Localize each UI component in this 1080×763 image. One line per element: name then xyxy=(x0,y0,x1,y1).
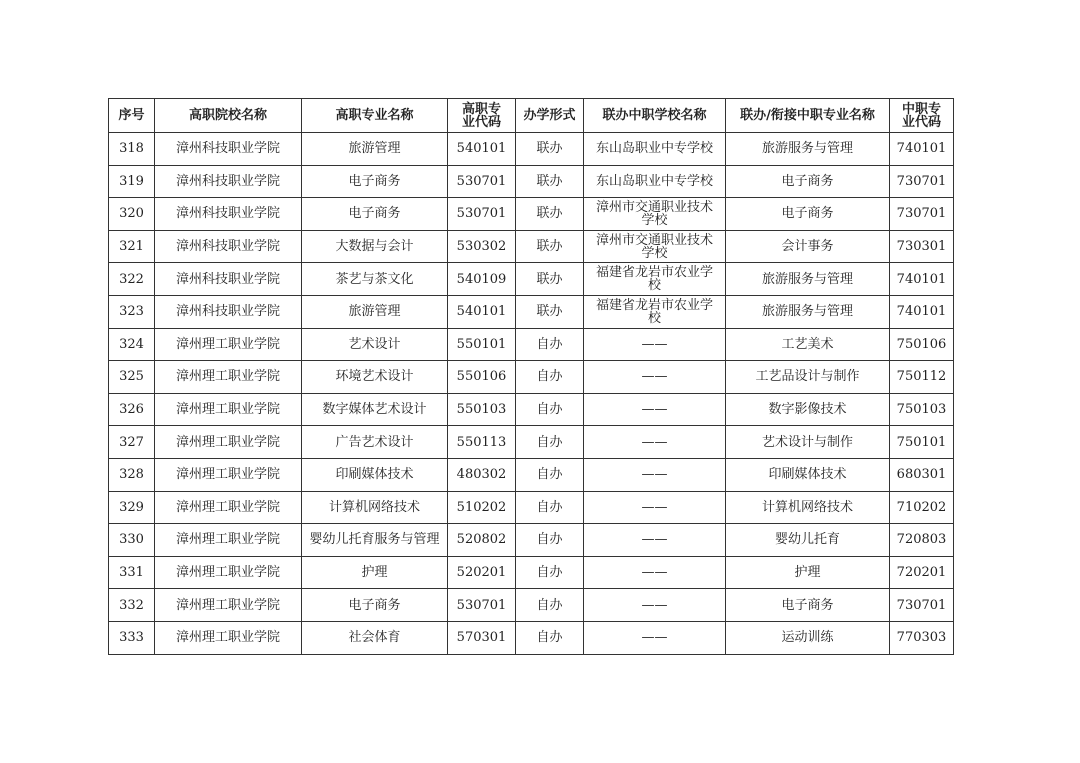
cell-school: 漳州理工职业学院 xyxy=(155,621,302,654)
cell-major: 茶艺与茶文化 xyxy=(302,263,448,296)
cell-form: 自办 xyxy=(516,491,584,524)
cell-school: 漳州理工职业学院 xyxy=(155,393,302,426)
table-row xyxy=(109,621,954,654)
cell-code: 530302 xyxy=(448,230,516,263)
cell-form: 自办 xyxy=(516,556,584,589)
cell-school: 漳州理工职业学院 xyxy=(155,589,302,622)
table-row xyxy=(109,524,954,557)
cell-no: 324 xyxy=(109,328,155,361)
cell-school: 漳州科技职业学院 xyxy=(155,198,302,231)
cell-no: 325 xyxy=(109,361,155,394)
cell-zcode: 750103 xyxy=(890,393,954,426)
cell-major: 电子商务 xyxy=(302,589,448,622)
cell-code: 550106 xyxy=(448,361,516,394)
table-body xyxy=(109,133,954,655)
partner-line: 漳州市交通职业技术 xyxy=(595,199,713,215)
cell-zcode: 750101 xyxy=(890,426,954,459)
table-row xyxy=(109,361,954,394)
cell-school: 漳州理工职业学院 xyxy=(155,328,302,361)
cell-major: 社会体育 xyxy=(302,621,448,654)
partner-line: —— xyxy=(641,402,668,418)
cell-no: 322 xyxy=(109,263,155,296)
cell-major: 电子商务 xyxy=(302,198,448,231)
cell-form: 联办 xyxy=(516,165,584,198)
cell-form: 联办 xyxy=(516,198,584,231)
cell-zmajor: 电子商务 xyxy=(726,165,890,198)
cell-school: 漳州科技职业学院 xyxy=(155,133,302,166)
cell-zmajor: 护理 xyxy=(726,556,890,589)
cell-major: 计算机网络技术 xyxy=(302,491,448,524)
cell-form: 联办 xyxy=(516,263,584,296)
partner-line: 东山岛职业中专学校 xyxy=(595,141,713,157)
cell-school: 漳州科技职业学院 xyxy=(155,295,302,328)
cell-form: 联办 xyxy=(516,230,584,263)
partner-line: —— xyxy=(641,369,668,385)
cell-code: 570301 xyxy=(448,621,516,654)
cell-no: 327 xyxy=(109,426,155,459)
cell-school: 漳州理工职业学院 xyxy=(155,556,302,589)
cell-major: 广告艺术设计 xyxy=(302,426,448,459)
table-row xyxy=(109,263,954,296)
cell-no: 318 xyxy=(109,133,155,166)
partner-line: —— xyxy=(641,434,668,450)
cell-code: 520201 xyxy=(448,556,516,589)
cell-zcode: 750106 xyxy=(890,328,954,361)
cell-zmajor: 艺术设计与制作 xyxy=(726,426,890,459)
cell-school: 漳州理工职业学院 xyxy=(155,524,302,557)
cell-no: 323 xyxy=(109,295,155,328)
cell-form: 联办 xyxy=(516,133,584,166)
cell-partner xyxy=(584,621,726,654)
cell-major: 印刷媒体技术 xyxy=(302,458,448,491)
partner-line: —— xyxy=(641,565,668,581)
cell-partner xyxy=(584,458,726,491)
cell-no: 320 xyxy=(109,198,155,231)
cell-zcode: 730701 xyxy=(890,165,954,198)
cell-partner xyxy=(584,328,726,361)
cell-partner xyxy=(584,589,726,622)
header-form: 办学形式 xyxy=(516,99,584,133)
cell-partner xyxy=(584,165,726,198)
partner-line: —— xyxy=(641,499,668,515)
cell-partner xyxy=(584,230,726,263)
cell-form: 自办 xyxy=(516,589,584,622)
cell-zcode: 710202 xyxy=(890,491,954,524)
cell-no: 326 xyxy=(109,393,155,426)
cell-form: 自办 xyxy=(516,621,584,654)
cell-zcode: 680301 xyxy=(890,458,954,491)
cell-code: 520802 xyxy=(448,524,516,557)
partner-line: 福建省龙岩市农业学 xyxy=(595,297,713,313)
cell-school: 漳州科技职业学院 xyxy=(155,230,302,263)
enrollment-table xyxy=(108,98,954,655)
partner-line: —— xyxy=(641,532,668,548)
cell-major: 电子商务 xyxy=(302,165,448,198)
cell-zmajor: 电子商务 xyxy=(726,198,890,231)
cell-major: 旅游管理 xyxy=(302,295,448,328)
header-no: 序号 xyxy=(109,99,155,133)
cell-code: 480302 xyxy=(448,458,516,491)
header-zcode xyxy=(890,99,954,133)
cell-partner xyxy=(584,524,726,557)
table-row xyxy=(109,458,954,491)
header-zmajor: 联办/衔接中职专业名称 xyxy=(726,99,890,133)
cell-no: 332 xyxy=(109,589,155,622)
table-row xyxy=(109,393,954,426)
table-row xyxy=(109,589,954,622)
partner-line: 学校 xyxy=(641,212,668,228)
cell-school: 漳州理工职业学院 xyxy=(155,491,302,524)
cell-zmajor: 电子商务 xyxy=(726,589,890,622)
cell-zcode: 730701 xyxy=(890,198,954,231)
cell-code: 510202 xyxy=(448,491,516,524)
cell-partner xyxy=(584,393,726,426)
partner-line: 福建省龙岩市农业学 xyxy=(595,265,713,281)
cell-form: 自办 xyxy=(516,524,584,557)
table-row xyxy=(109,556,954,589)
cell-code: 550101 xyxy=(448,328,516,361)
cell-code: 530701 xyxy=(448,589,516,622)
table-row xyxy=(109,165,954,198)
table-header-row xyxy=(109,99,954,133)
table-row xyxy=(109,295,954,328)
header-major: 高职专业名称 xyxy=(302,99,448,133)
cell-zmajor: 工艺品设计与制作 xyxy=(726,361,890,394)
cell-form: 自办 xyxy=(516,458,584,491)
partner-line: 校 xyxy=(647,310,661,326)
table-row xyxy=(109,328,954,361)
cell-code: 530701 xyxy=(448,198,516,231)
cell-code: 550103 xyxy=(448,393,516,426)
cell-zmajor: 婴幼儿托育 xyxy=(726,524,890,557)
cell-major: 护理 xyxy=(302,556,448,589)
partner-line: —— xyxy=(641,336,668,352)
cell-code: 540109 xyxy=(448,263,516,296)
cell-no: 331 xyxy=(109,556,155,589)
cell-no: 321 xyxy=(109,230,155,263)
cell-zmajor: 会计事务 xyxy=(726,230,890,263)
cell-partner xyxy=(584,133,726,166)
cell-school: 漳州理工职业学院 xyxy=(155,458,302,491)
cell-zcode: 740101 xyxy=(890,133,954,166)
cell-partner xyxy=(584,556,726,589)
table-row xyxy=(109,426,954,459)
cell-major: 大数据与会计 xyxy=(302,230,448,263)
cell-zcode: 730301 xyxy=(890,230,954,263)
cell-major: 旅游管理 xyxy=(302,133,448,166)
header-zcode-line-2: 业代码 xyxy=(901,114,941,130)
cell-no: 319 xyxy=(109,165,155,198)
partner-line: —— xyxy=(641,630,668,646)
header-code-line-1: 高职专 xyxy=(461,101,501,117)
cell-no: 328 xyxy=(109,458,155,491)
cell-form: 联办 xyxy=(516,295,584,328)
cell-no: 329 xyxy=(109,491,155,524)
table-row xyxy=(109,198,954,231)
cell-school: 漳州理工职业学院 xyxy=(155,361,302,394)
header-code xyxy=(448,99,516,133)
cell-form: 自办 xyxy=(516,393,584,426)
cell-school: 漳州科技职业学院 xyxy=(155,165,302,198)
cell-zcode: 720803 xyxy=(890,524,954,557)
cell-zcode: 750112 xyxy=(890,361,954,394)
partner-line: 校 xyxy=(647,278,661,294)
cell-major: 环境艺术设计 xyxy=(302,361,448,394)
cell-zmajor: 旅游服务与管理 xyxy=(726,263,890,296)
cell-partner xyxy=(584,198,726,231)
cell-code: 530701 xyxy=(448,165,516,198)
cell-code: 540101 xyxy=(448,133,516,166)
cell-zcode: 770303 xyxy=(890,621,954,654)
cell-no: 333 xyxy=(109,621,155,654)
cell-major: 数字媒体艺术设计 xyxy=(302,393,448,426)
cell-partner xyxy=(584,426,726,459)
partner-line: 学校 xyxy=(641,245,668,261)
cell-partner xyxy=(584,361,726,394)
cell-major: 艺术设计 xyxy=(302,328,448,361)
partner-line: —— xyxy=(641,597,668,613)
cell-code: 540101 xyxy=(448,295,516,328)
table-row xyxy=(109,230,954,263)
header-zcode-line-1: 中职专 xyxy=(901,101,941,117)
cell-zcode: 740101 xyxy=(890,263,954,296)
cell-form: 自办 xyxy=(516,426,584,459)
cell-code: 550113 xyxy=(448,426,516,459)
cell-zmajor: 运动训练 xyxy=(726,621,890,654)
cell-form: 自办 xyxy=(516,361,584,394)
partner-line: —— xyxy=(641,467,668,483)
cell-no: 330 xyxy=(109,524,155,557)
cell-zmajor: 旅游服务与管理 xyxy=(726,295,890,328)
cell-partner xyxy=(584,491,726,524)
partner-line: 东山岛职业中专学校 xyxy=(595,173,713,189)
cell-zcode: 720201 xyxy=(890,556,954,589)
cell-school: 漳州理工职业学院 xyxy=(155,426,302,459)
cell-zmajor: 数字影像技术 xyxy=(726,393,890,426)
table-row xyxy=(109,133,954,166)
cell-zcode: 740101 xyxy=(890,295,954,328)
cell-zcode: 730701 xyxy=(890,589,954,622)
header-partner: 联办中职学校名称 xyxy=(584,99,726,133)
partner-line: 漳州市交通职业技术 xyxy=(595,232,713,248)
cell-zmajor: 旅游服务与管理 xyxy=(726,133,890,166)
header-code-line-2: 业代码 xyxy=(461,114,501,130)
cell-zmajor: 印刷媒体技术 xyxy=(726,458,890,491)
cell-major: 婴幼儿托育服务与管理 xyxy=(302,524,448,557)
cell-partner xyxy=(584,263,726,296)
cell-zmajor: 工艺美术 xyxy=(726,328,890,361)
cell-school: 漳州科技职业学院 xyxy=(155,263,302,296)
cell-partner xyxy=(584,295,726,328)
cell-zmajor: 计算机网络技术 xyxy=(726,491,890,524)
header-school: 高职院校名称 xyxy=(155,99,302,133)
cell-form: 自办 xyxy=(516,328,584,361)
table-row xyxy=(109,491,954,524)
